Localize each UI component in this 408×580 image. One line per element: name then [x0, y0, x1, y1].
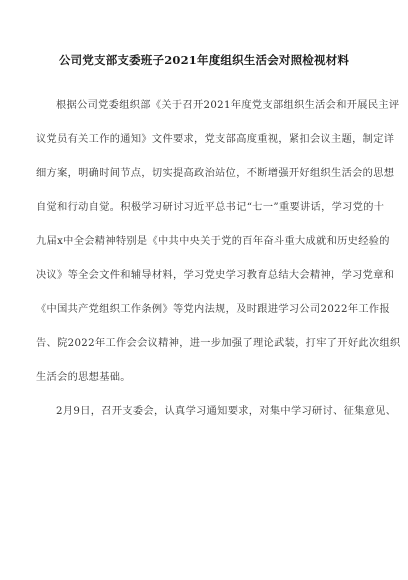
paragraph-line: 2月9日，召开支委会，认真学习通知要求，对集中学习研讨、征集意见、 — [56, 406, 397, 417]
paragraph-line: 细方案，明确时间节点，切实提高政治站位，不断增强开好组织生活会的思想 — [36, 168, 395, 179]
paragraph-line: 决议》等全会文件和辅导材料，学习党史学习教育总结大会精神，学习党章和 — [36, 270, 395, 281]
paragraph-line: 告、院2022年工作会会议精神，进一步加强了理论武装，打牢了开好此次组织 — [36, 338, 401, 349]
paragraph-line: 《中国共产党组织工作条例》等党内法规，及时跟进学习公司2022年工作报 — [36, 304, 390, 315]
paragraph-line: 自觉和行动自觉。积极学习研讨习近平总书记“七一”重要讲话，学习党的十 — [36, 202, 385, 213]
document-title: 公司党支部支委班子2021年度组织生活会对照检视材料 — [58, 53, 350, 67]
paragraph-line: 议党员有关工作的通知》文件要求，党支部高度重视，紧扣会议主题，制定详 — [36, 134, 395, 145]
paragraph-line: 根据公司党委组织部《关于召开2021年度党支部组织生活会和开展民主评 — [56, 100, 400, 111]
paragraph-line: 九届x中全会精神特别是《中共中央关于党的百年奋斗重大成就和历史经验的 — [36, 236, 390, 247]
paragraph-line: 生活会的思想基础。 — [36, 372, 131, 383]
